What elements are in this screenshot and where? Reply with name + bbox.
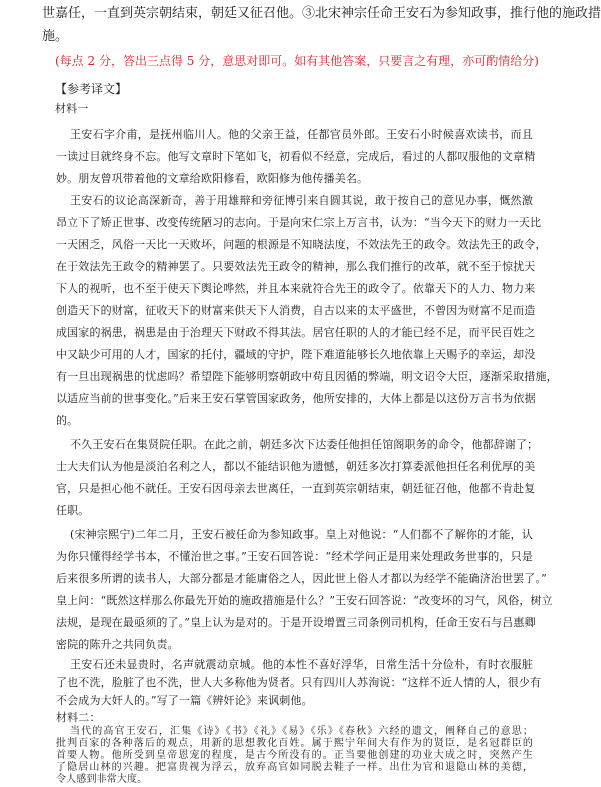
translation-line: 一读过目就终身不忘。他写文章时下笔如飞，初看似不经意，完成后，看过的人都叹服他的文章精 [56,150,536,163]
material-two-label: 材料二： [56,711,101,724]
translation-line: 以适应当前的世事变化。”后来王安石掌管国家政务，他所安排的，大体上都是以这份万言书为依据 [56,392,536,405]
translation-line: 当代的高官王安石，汇集《诗》《书》《礼》《易》《乐》《春秋》六经的遗文，阐释自己的意思； [70,726,533,737]
reference-translation-heading: 【参考译文】 [55,82,128,96]
translation-line: 官，只是担心他不就任。王安石因母亲去世离任，一直到英宗朝结束，朝廷征召他，他都不肯赴复 [56,482,536,495]
translation-line: 后来很多所谓的读书人，大部分都是才能庸俗之人，因此世上俗人才都以为经学不能确济治世罢了。” [56,572,547,585]
translation-line: 中又缺少可用的人才，国家的托付，疆域的守护，陛下难道能够长久地依靠上天赐予的幸运，却没 [56,348,536,361]
material-one-label: 材料一 [55,102,89,115]
translation-line: 妙。朋友曾巩带着他的文章给欧阳修看，欧阳修为他传播美名。 [56,172,369,185]
translation-line: 不会成为大奸人的。”写了一篇《辨奸论》来讽刺他。 [56,694,313,707]
translation-line: (宋神宗熙宁)二年二月，王安石被任命为参知政事。皇上对他说：“人们都不了解你的才能，认 [70,528,533,541]
translation-line: 了隐居山林的兴趣。把富贵视为浮云，放弃高官如同脱去鞋子一样。出仕为官和退隐山林的美德， [56,762,533,773]
translation-line: 令人感到非常大度。 [56,774,148,785]
translation-line: 任职。 [56,504,90,517]
translation-line: 王安石字介甫，是抚州临川人。他的父亲王益，任都官员外郎。王安石小时候喜欢读书，而且 [70,128,533,141]
translation-line: 的。 [56,414,79,427]
translation-line: 成国家的祸患，祸患是由于治理天下财政不得其法。居官任职的人的才能已经不足，而平民百姓之 [56,326,536,339]
translation-line: 了也不洗，脸脏了也不洗，世人大多称他为贤者。只有四川人苏洵说：“这样不近人情的人，很少有 [56,676,542,689]
translation-line: 密院的陈升之共同负责。 [56,638,179,651]
answer-line: 世嘉任，一直到英宗朝结束，朝廷又征召他。③北宋神宗任命王安石为参知政事，推行他的施政措 [42,6,601,21]
translation-line: 王安石的议论高深新奇，善于用雄辩和旁征博引来自圆其说，敢于按自己的意见办事，慨然激 [70,194,533,207]
translation-line: 首要人物。他所受到皇帝恩宠的程度，是古今所没有的。正当要他创建的功业大成之时，突然产生 [56,750,533,761]
scoring-note: (每点 2 分，答出三点得 5 分，意思对即可。如有其他答案，只要言之有理，亦可酌情给分) [55,54,539,68]
translation-line: 创造天下的财富，征收天下的财富来供天下人消费，自古以来的太平盛世，不曾因为财富不足而造 [56,304,536,317]
translation-line: 批判百家的各种落后的观点，用新的思想教化百姓。属于熙宁年间大有作为的贤臣，是名冠群臣的 [56,738,533,749]
translation-line: 为你只懂得经学书本，不懂治世之事。”王安石回答说：“经术学问正是用来处理政务世事的，只是 [56,550,533,563]
translation-line: 一天困乏，风俗一天比一天败坏，问题的根源是不知晓法度，不效法先王的政令。效法先王的政令， [56,238,547,251]
translation-line: 不久王安石在集贤院任职。在此之前，朝廷多次下达委任他担任馆阁职务的命令，他都辞谢了； [70,438,539,451]
translation-line: 法规，是现在最亟须的了。”皇上认为是对的。于是开设增置三司条例司机构，任命王安石与吕惠卿 [56,616,536,629]
translation-line: 昂立下了矫正世事、改变传统陋习的志向。于是向宋仁宗上万言书，认为：“当今天下的财力一天比 [56,216,542,229]
answer-line: 施。 [42,29,69,44]
translation-line: 皇上问：“既然这样那么你最先开始的施政措施是什么？”王安石回答说：“改变坏的习气，风俗，树立 [56,594,553,607]
translation-line: 有一旦出现祸患的忧虑吗？希望陛下能够明察朝政中苟且因循的弊端，明文诏令大臣，逐渐采取措施， [56,370,558,383]
translation-line: 王安石还未显贵时，名声就震动京城。他的本性不喜好浮华，日常生活十分俭朴，有时衣服脏 [70,658,533,671]
translation-line: 在于效法先王政令的精神罢了。只要效法先王政令的精神，那么我们推行的改革，就不至于惊扰天 [56,260,536,273]
translation-line: 士大夫们认为他是淡泊名利之人，都以不能结识他为遗憾，朝廷多次打算委派他担任名利优厚的美 [56,460,536,473]
translation-line: 下人的视听，也不至于使天下舆论哗然，并且本来就符合先王的政令了。依靠天下的人力、物力来 [56,282,536,295]
